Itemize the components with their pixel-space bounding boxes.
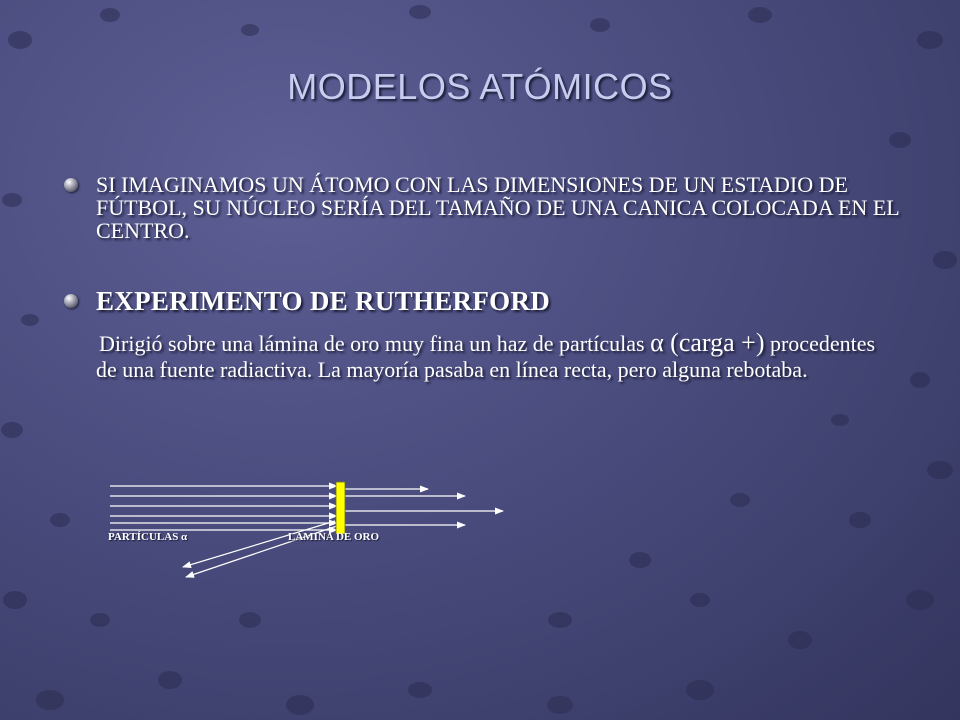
description-part2: procedentes de una fuente radiactiva. La mayoría pasaba en línea recta, pero alguna rebotaba. [96, 331, 876, 382]
description-part1: Dirigió sobre una lámina de oro muy fina un haz de partículas [99, 331, 645, 356]
slide-title: MODELOS ATÓMICOS [287, 66, 673, 107]
alpha-charge: α (carga +) [650, 328, 765, 357]
experiment-heading: EXPERIMENTO DE RUTHERFORD [96, 286, 551, 316]
particles-label: PARTÍCULAS α [108, 531, 188, 543]
deflected-beam [183, 521, 335, 567]
gold-foil-label: LÁMINA DE ORO [288, 531, 380, 543]
bullet-text-stadium: SI IMAGINAMOS UN ÁTOMO CON LAS DIMENSIONES DE UN ESTADIO DE FÚTBOL, SU NÚCLEO SERÍA DEL TAMAÑO DE UNA CANICA COLOCADA EN EL CENTRO. [96, 172, 899, 243]
gold-foil [336, 482, 345, 534]
